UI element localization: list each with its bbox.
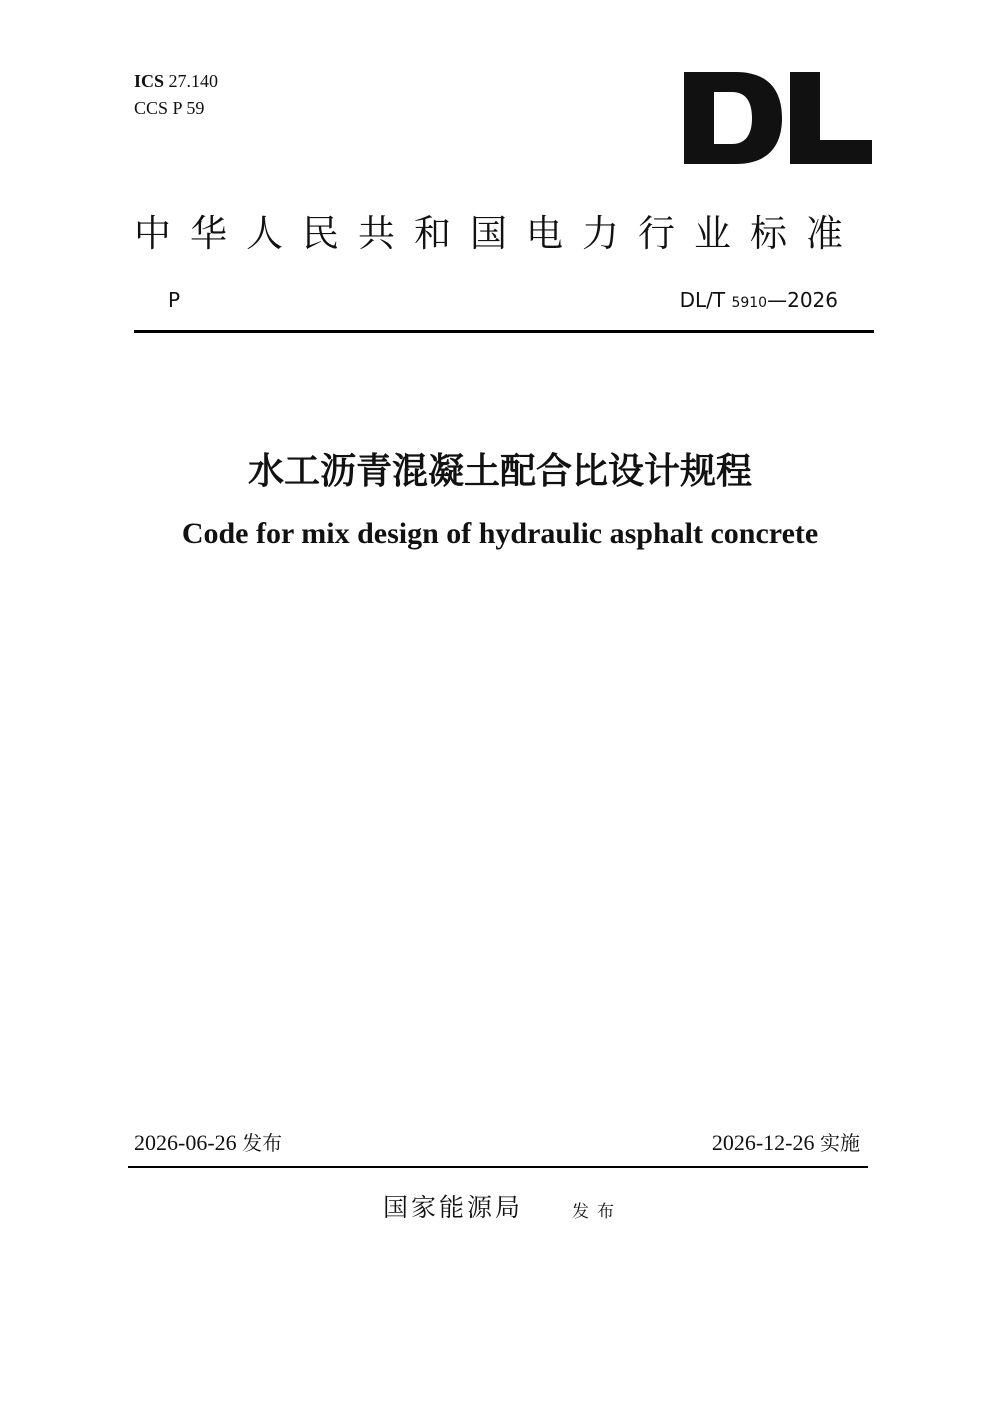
standard-separator: — [767,288,788,312]
category-letter: P [168,288,181,312]
org-title: 中华人民共和国电力行业标准 [134,214,862,255]
classification-codes [134,68,218,122]
bottom-divider [128,1166,868,1168]
issuer-name: 国家能源局 [383,1195,524,1222]
ics-code [134,68,218,95]
issuer-action: 发布 [572,1202,622,1221]
ccs-code: CCS P 59 [134,98,205,118]
standard-year: 2026 [787,288,838,312]
standard-number [680,288,838,312]
issue-date [134,1127,282,1156]
title-chinese: 水工沥青混凝土配合比设计规程 [247,451,752,492]
ics-label: ICS [134,71,165,91]
implementation-date [712,1127,860,1156]
standard-code: 5910 [731,295,768,311]
standard-prefix: DL/T [679,288,726,312]
implementation-date-label: 实施 [820,1131,860,1155]
top-divider [134,330,874,333]
issue-date-label: 发布 [242,1131,283,1155]
dl-logo [684,72,874,164]
ics-value: 27.140 [168,71,219,91]
title-english: Code for mix design of hydraulic asphalt concrete [181,517,819,550]
implementation-date-value: 2026-12-26 [711,1130,815,1155]
issue-date-value: 2026-06-26 [134,1130,237,1155]
